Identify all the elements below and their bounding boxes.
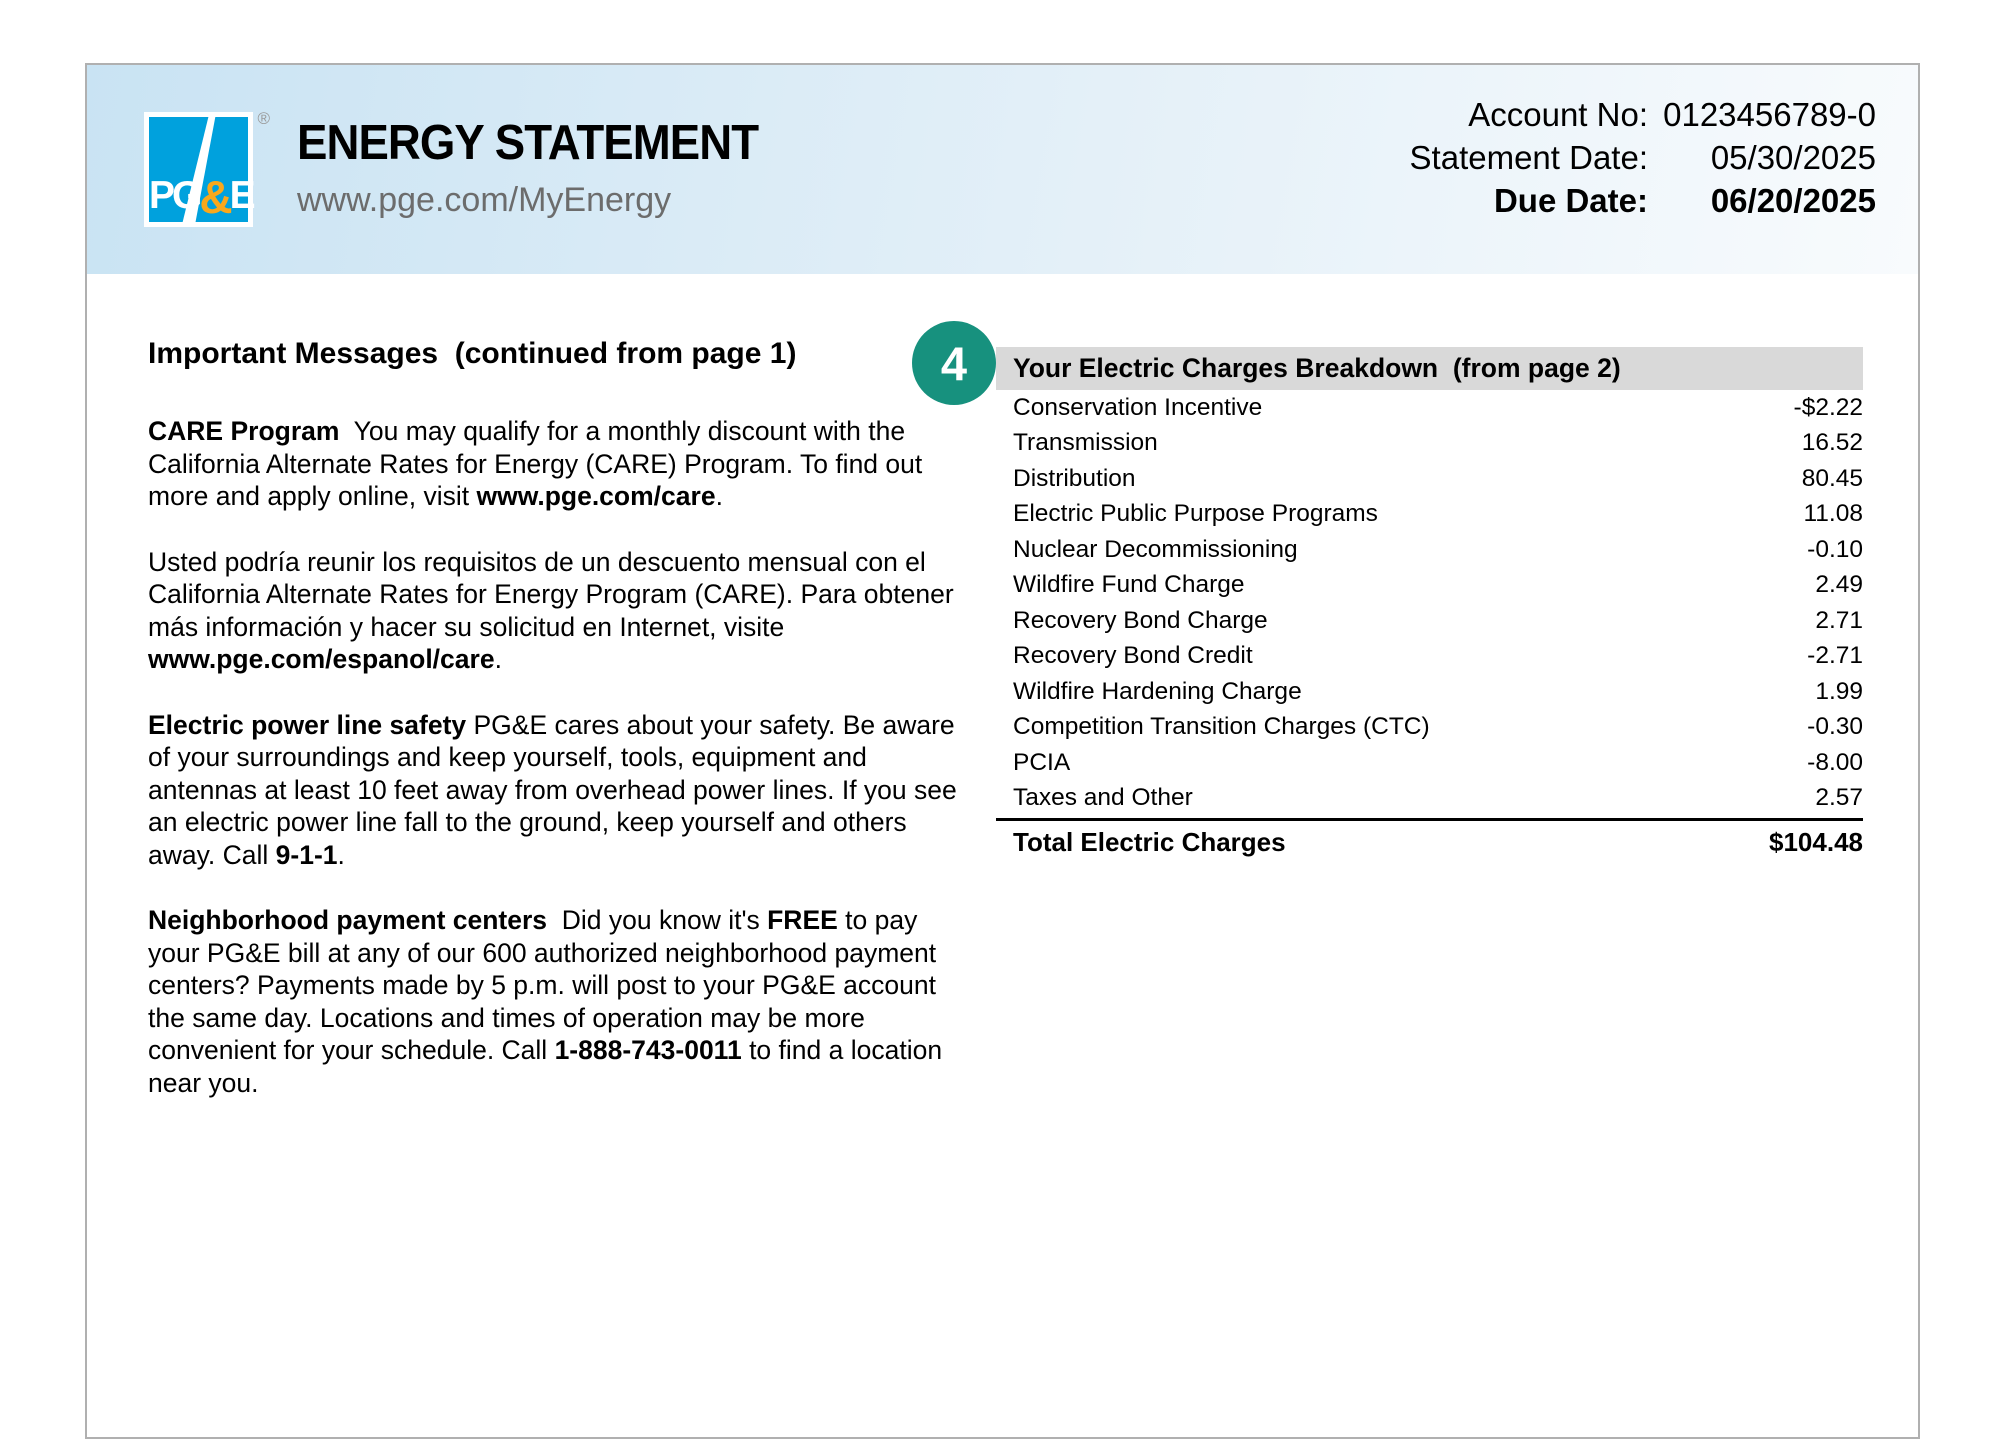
charge-row (996, 603, 1863, 639)
title-block (297, 115, 793, 220)
account-number-value: 0123456789-0 (1663, 96, 1876, 133)
message-paragraph-payment-centers: Neighborhood payment centers Did you know it's FREE to pay your PG&E bill at any of our 600 authorized neighborhood payment centers? Payments made by 5 p.m. will post to your PG&E account the same day. Locations and times of operation may be more convenient for your schedule. Call 1-888-743-0011 to find a location near you. (148, 905, 950, 1098)
charges-table (996, 347, 1863, 863)
step-badge (912, 321, 996, 405)
header-url: www.pge.com/MyEnergy (297, 181, 672, 219)
charge-row (996, 710, 1863, 746)
charges-total-label: Total Electric Charges (1013, 826, 1286, 857)
charge-label: Recovery Bond Charge (1013, 606, 1268, 634)
charge-label: Conservation Incentive (1013, 393, 1263, 421)
charge-value: 2.57 (1815, 784, 1863, 812)
charge-row (996, 426, 1863, 462)
message-paragraph-care-spanish: Usted podría reunir los requisitos de un descuento mensual con el California Alternate Rates for Energy Program (CARE). Para obtener más información y hacer su solicitud en Internet, visite www.pge.com/espanol/care. (148, 546, 962, 674)
charge-value: 2.49 (1815, 571, 1863, 599)
charge-label: Nuclear Decommissioning (1013, 535, 1298, 563)
charge-value: -0.10 (1807, 535, 1863, 563)
message-paragraph-care-program: CARE Program You may qualify for a monthly discount with the California Alternate Rates for Energy (CARE) Program. To find out more and apply online, visit www.pge.com/care. (148, 416, 930, 511)
message-paragraph-power-line-safety: Electric power line safety PG&E cares about your safety. Be aware of your surroundings and keep yourself, tools, equipment and antennas at least 10 feet away from overhead power lines. If you see an electric power line fall to the ground, keep yourself and others away. Call 9-1-1. (148, 709, 965, 870)
charge-label: Taxes and Other (1013, 784, 1193, 812)
account-number-label: Account No: (1468, 96, 1648, 133)
charge-row (996, 674, 1863, 710)
charge-label: Distribution (1013, 464, 1136, 492)
charges-total-row (996, 821, 1863, 863)
important-messages-section (148, 337, 966, 1132)
pge-logo-wordmark: PG&E (149, 171, 253, 223)
charges-total-value: $104.48 (1769, 826, 1863, 857)
charge-value: 2.71 (1815, 606, 1863, 634)
charge-value: -$2.22 (1793, 393, 1863, 421)
charge-row (996, 568, 1863, 604)
charge-value: 80.45 (1801, 464, 1863, 492)
statement-date-label: Statement Date: (1409, 139, 1648, 176)
charge-label: Electric Public Purpose Programs (1013, 500, 1378, 528)
charge-value: -0.30 (1807, 713, 1863, 741)
charge-row (996, 639, 1863, 675)
charge-label: Wildfire Fund Charge (1013, 571, 1245, 599)
statement-date-value: 05/30/2025 (1710, 139, 1876, 176)
page-title: ENERGY STATEMENT (297, 116, 759, 170)
pge-logo (144, 109, 270, 227)
charge-row (996, 461, 1863, 497)
account-info (1410, 93, 1876, 222)
charge-label: Competition Transition Charges (CTC) (1013, 713, 1430, 741)
step-badge-number: 4 (940, 336, 968, 390)
charge-row (996, 497, 1863, 533)
charge-row (996, 745, 1863, 781)
charge-row (996, 532, 1863, 568)
registered-trademark-icon: ® (257, 109, 270, 128)
charge-value: 11.08 (1803, 500, 1863, 528)
charge-value: 16.52 (1801, 429, 1863, 457)
logo-ampersand: & (199, 171, 230, 223)
important-messages-heading: Important Messages (continued from page 1) (148, 337, 797, 370)
statement-header (87, 65, 1918, 274)
statement-page (85, 63, 1920, 1439)
charge-label: PCIA (1013, 748, 1071, 776)
due-date-value: 06/20/2025 (1710, 182, 1876, 219)
charge-row (996, 390, 1863, 426)
charge-value: -8.00 (1807, 748, 1863, 776)
charge-value: -2.71 (1807, 642, 1863, 670)
charge-label: Transmission (1013, 429, 1158, 457)
charge-value: 1.99 (1815, 677, 1863, 705)
charge-label: Wildfire Hardening Charge (1013, 677, 1302, 705)
charges-table-header: Your Electric Charges Breakdown (from page 2) (996, 347, 1863, 390)
charge-row (996, 781, 1863, 817)
charge-label: Recovery Bond Credit (1013, 642, 1253, 670)
due-date-label: Due Date: (1493, 182, 1648, 219)
